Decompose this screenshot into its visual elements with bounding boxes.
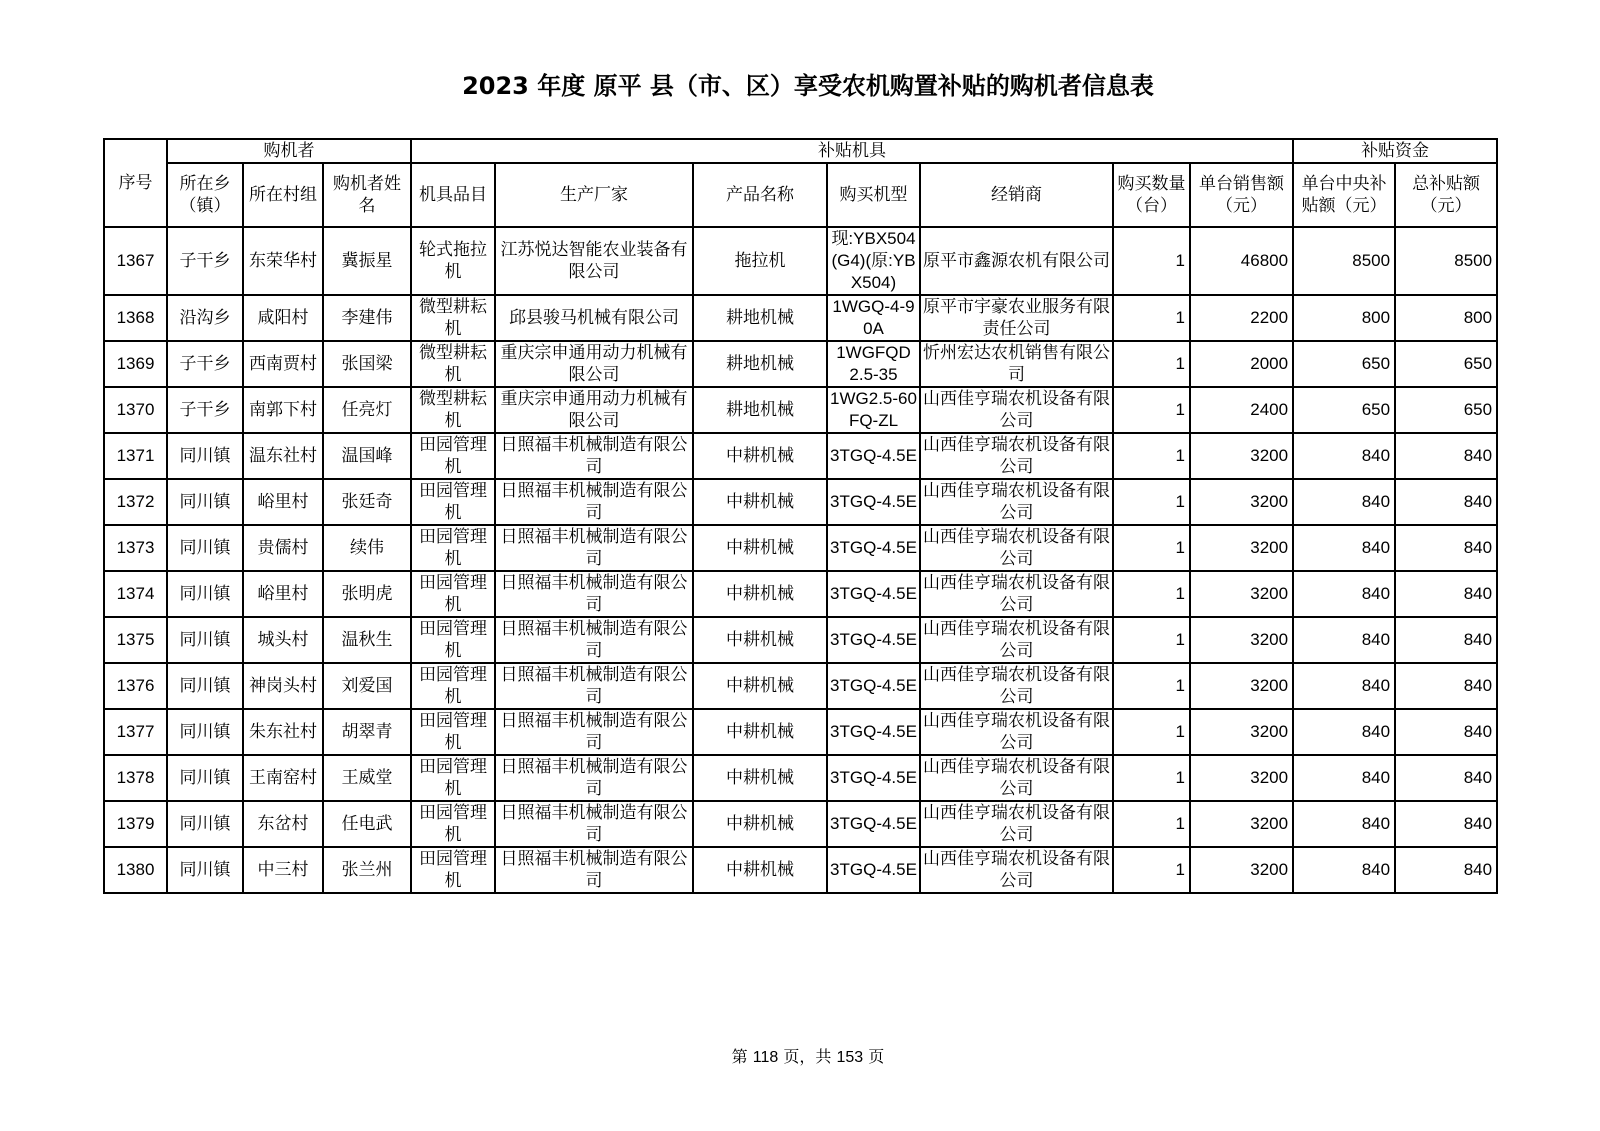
cell-product: 耕地机械 (693, 341, 827, 387)
table-row (104, 755, 1497, 801)
cell-seq: 1372 (104, 479, 167, 525)
cell-village: 温东社村 (243, 433, 323, 479)
cell-quantity: 1 (1113, 663, 1190, 709)
cell-dealer: 山西佳亨瑞农机设备有限公司 (920, 801, 1113, 847)
cell-model: 3TGQ-4.5E (827, 755, 920, 801)
cell-village: 东荣华村 (243, 227, 323, 295)
cell-quantity: 1 (1113, 617, 1190, 663)
cell-village: 中三村 (243, 847, 323, 893)
cell-unit-price: 3200 (1190, 847, 1293, 893)
cell-town: 子干乡 (167, 341, 243, 387)
cell-central-subsidy: 840 (1293, 617, 1395, 663)
cell-total-subsidy: 840 (1395, 571, 1497, 617)
cell-town: 同川镇 (167, 479, 243, 525)
cell-model: 1WG2.5-60FQ-ZL (827, 387, 920, 433)
cell-product: 中耕机械 (693, 709, 827, 755)
table-row (104, 433, 1497, 479)
header-central-subsidy: 单台中央补贴额（元） (1293, 163, 1395, 227)
cell-dealer: 山西佳亨瑞农机设备有限公司 (920, 663, 1113, 709)
cell-total-subsidy: 840 (1395, 709, 1497, 755)
table-body (104, 227, 1497, 893)
cell-buyer-name: 续伟 (323, 525, 411, 571)
cell-seq: 1371 (104, 433, 167, 479)
cell-village: 咸阳村 (243, 295, 323, 341)
cell-manufacturer: 日照福丰机械制造有限公司 (495, 847, 693, 893)
table-row (104, 847, 1497, 893)
cell-product: 中耕机械 (693, 801, 827, 847)
cell-total-subsidy: 800 (1395, 295, 1497, 341)
cell-town: 同川镇 (167, 801, 243, 847)
cell-category: 田园管理机 (411, 479, 495, 525)
cell-village: 东岔村 (243, 801, 323, 847)
cell-seq: 1375 (104, 617, 167, 663)
cell-buyer-name: 胡翠青 (323, 709, 411, 755)
header-village: 所在村组 (243, 163, 323, 227)
cell-buyer-name: 张明虎 (323, 571, 411, 617)
cell-quantity: 1 (1113, 341, 1190, 387)
cell-buyer-name: 王威堂 (323, 755, 411, 801)
cell-manufacturer: 日照福丰机械制造有限公司 (495, 617, 693, 663)
table-row (104, 801, 1497, 847)
cell-category: 田园管理机 (411, 847, 495, 893)
cell-model: 3TGQ-4.5E (827, 525, 920, 571)
page-label-prefix: 第 (731, 1047, 748, 1066)
cell-category: 田园管理机 (411, 525, 495, 571)
cell-dealer: 原平市鑫源农机有限公司 (920, 227, 1113, 295)
table-row (104, 571, 1497, 617)
header-model: 购买机型 (827, 163, 920, 227)
cell-dealer: 山西佳亨瑞农机设备有限公司 (920, 571, 1113, 617)
header-total-subsidy: 总补贴额（元） (1395, 163, 1497, 227)
cell-total-subsidy: 840 (1395, 479, 1497, 525)
cell-seq: 1377 (104, 709, 167, 755)
cell-total-subsidy: 840 (1395, 847, 1497, 893)
cell-central-subsidy: 840 (1293, 663, 1395, 709)
cell-buyer-name: 李建伟 (323, 295, 411, 341)
cell-model: 3TGQ-4.5E (827, 571, 920, 617)
cell-category: 田园管理机 (411, 709, 495, 755)
cell-manufacturer: 重庆宗申通用动力机械有限公司 (495, 341, 693, 387)
cell-category: 田园管理机 (411, 801, 495, 847)
cell-town: 同川镇 (167, 571, 243, 617)
cell-unit-price: 3200 (1190, 479, 1293, 525)
cell-buyer-name: 刘爱国 (323, 663, 411, 709)
cell-unit-price: 3200 (1190, 525, 1293, 571)
cell-quantity: 1 (1113, 433, 1190, 479)
cell-buyer-name: 冀振星 (323, 227, 411, 295)
cell-quantity: 1 (1113, 479, 1190, 525)
header-buyer-name: 购机者姓名 (323, 163, 411, 227)
cell-buyer-name: 张兰州 (323, 847, 411, 893)
table-row (104, 617, 1497, 663)
cell-central-subsidy: 650 (1293, 387, 1395, 433)
cell-buyer-name: 张廷奇 (323, 479, 411, 525)
cell-manufacturer: 日照福丰机械制造有限公司 (495, 801, 693, 847)
table-row (104, 663, 1497, 709)
cell-dealer: 山西佳亨瑞农机设备有限公司 (920, 709, 1113, 755)
cell-product: 中耕机械 (693, 433, 827, 479)
header-dealer: 经销商 (920, 163, 1113, 227)
cell-village: 朱东社村 (243, 709, 323, 755)
cell-village: 神岗头村 (243, 663, 323, 709)
page-title: 2023 年度 原平 县（市、区）享受农机购置补贴的购机者信息表 (462, 72, 1154, 100)
cell-total-subsidy: 8500 (1395, 227, 1497, 295)
cell-product: 耕地机械 (693, 295, 827, 341)
cell-quantity: 1 (1113, 525, 1190, 571)
cell-manufacturer: 日照福丰机械制造有限公司 (495, 709, 693, 755)
cell-town: 同川镇 (167, 755, 243, 801)
header-manufacturer: 生产厂家 (495, 163, 693, 227)
cell-town: 同川镇 (167, 709, 243, 755)
cell-model: 1WGQ-4-90A (827, 295, 920, 341)
total-page-number: 153 (836, 1049, 864, 1066)
cell-total-subsidy: 650 (1395, 341, 1497, 387)
cell-model: 现:YBX504(G4)(原:YBX504) (827, 227, 920, 295)
cell-town: 同川镇 (167, 663, 243, 709)
cell-quantity: 1 (1113, 387, 1190, 433)
cell-seq: 1380 (104, 847, 167, 893)
cell-category: 田园管理机 (411, 571, 495, 617)
cell-model: 3TGQ-4.5E (827, 663, 920, 709)
cell-unit-price: 3200 (1190, 709, 1293, 755)
cell-central-subsidy: 840 (1293, 571, 1395, 617)
cell-central-subsidy: 840 (1293, 525, 1395, 571)
cell-total-subsidy: 840 (1395, 801, 1497, 847)
cell-total-subsidy: 650 (1395, 387, 1497, 433)
cell-category: 田园管理机 (411, 755, 495, 801)
cell-seq: 1376 (104, 663, 167, 709)
cell-central-subsidy: 840 (1293, 755, 1395, 801)
cell-dealer: 山西佳亨瑞农机设备有限公司 (920, 525, 1113, 571)
table-row (104, 387, 1497, 433)
cell-dealer: 忻州宏达农机销售有限公司 (920, 341, 1113, 387)
cell-total-subsidy: 840 (1395, 433, 1497, 479)
table-row (104, 709, 1497, 755)
cell-buyer-name: 任电武 (323, 801, 411, 847)
cell-dealer: 山西佳亨瑞农机设备有限公司 (920, 755, 1113, 801)
cell-total-subsidy: 840 (1395, 663, 1497, 709)
cell-manufacturer: 日照福丰机械制造有限公司 (495, 755, 693, 801)
page-label-middle: 页，共 (783, 1047, 832, 1066)
cell-town: 子干乡 (167, 227, 243, 295)
cell-product: 中耕机械 (693, 479, 827, 525)
cell-town: 同川镇 (167, 525, 243, 571)
table-row (104, 227, 1497, 295)
cell-dealer: 原平市宇豪农业服务有限责任公司 (920, 295, 1113, 341)
page-label-suffix: 页 (868, 1047, 885, 1066)
cell-unit-price: 3200 (1190, 663, 1293, 709)
cell-quantity: 1 (1113, 295, 1190, 341)
cell-village: 峪里村 (243, 571, 323, 617)
cell-quantity: 1 (1113, 801, 1190, 847)
cell-model: 3TGQ-4.5E (827, 847, 920, 893)
table-header (104, 139, 1497, 227)
header-group-funds: 补贴资金 (1293, 139, 1497, 163)
cell-quantity: 1 (1113, 571, 1190, 617)
cell-seq: 1367 (104, 227, 167, 295)
cell-category: 微型耕耘机 (411, 387, 495, 433)
header-product: 产品名称 (693, 163, 827, 227)
subsidy-table (103, 138, 1498, 894)
cell-dealer: 山西佳亨瑞农机设备有限公司 (920, 617, 1113, 663)
cell-product: 拖拉机 (693, 227, 827, 295)
cell-category: 田园管理机 (411, 617, 495, 663)
cell-manufacturer: 江苏悦达智能农业装备有限公司 (495, 227, 693, 295)
cell-seq: 1370 (104, 387, 167, 433)
cell-model: 1WGFQD2.5-35 (827, 341, 920, 387)
current-page-number: 118 (752, 1049, 779, 1066)
cell-quantity: 1 (1113, 847, 1190, 893)
table-row (104, 479, 1497, 525)
cell-buyer-name: 张国梁 (323, 341, 411, 387)
cell-manufacturer: 日照福丰机械制造有限公司 (495, 525, 693, 571)
header-group-machine: 补贴机具 (411, 139, 1293, 163)
cell-model: 3TGQ-4.5E (827, 617, 920, 663)
cell-village: 城头村 (243, 617, 323, 663)
cell-buyer-name: 任亮灯 (323, 387, 411, 433)
cell-model: 3TGQ-4.5E (827, 479, 920, 525)
cell-seq: 1379 (104, 801, 167, 847)
cell-model: 3TGQ-4.5E (827, 433, 920, 479)
cell-product: 中耕机械 (693, 571, 827, 617)
cell-central-subsidy: 840 (1293, 801, 1395, 847)
header-quantity: 购买数量（台） (1113, 163, 1190, 227)
cell-town: 同川镇 (167, 433, 243, 479)
cell-dealer: 山西佳亨瑞农机设备有限公司 (920, 433, 1113, 479)
cell-village: 峪里村 (243, 479, 323, 525)
cell-quantity: 1 (1113, 709, 1190, 755)
cell-village: 贵儒村 (243, 525, 323, 571)
cell-manufacturer: 日照福丰机械制造有限公司 (495, 479, 693, 525)
cell-total-subsidy: 840 (1395, 617, 1497, 663)
cell-unit-price: 3200 (1190, 433, 1293, 479)
cell-dealer: 山西佳亨瑞农机设备有限公司 (920, 847, 1113, 893)
page-number-footer (0, 1044, 1600, 1067)
cell-unit-price: 2000 (1190, 341, 1293, 387)
cell-manufacturer: 日照福丰机械制造有限公司 (495, 663, 693, 709)
cell-category: 田园管理机 (411, 433, 495, 479)
cell-product: 中耕机械 (693, 525, 827, 571)
cell-central-subsidy: 840 (1293, 433, 1395, 479)
table-row (104, 295, 1497, 341)
cell-category: 微型耕耘机 (411, 295, 495, 341)
cell-central-subsidy: 650 (1293, 341, 1395, 387)
cell-dealer: 山西佳亨瑞农机设备有限公司 (920, 479, 1113, 525)
cell-product: 中耕机械 (693, 617, 827, 663)
cell-central-subsidy: 840 (1293, 479, 1395, 525)
header-town: 所在乡（镇） (167, 163, 243, 227)
cell-town: 子干乡 (167, 387, 243, 433)
cell-manufacturer: 日照福丰机械制造有限公司 (495, 433, 693, 479)
cell-central-subsidy: 800 (1293, 295, 1395, 341)
cell-model: 3TGQ-4.5E (827, 801, 920, 847)
table-row (104, 525, 1497, 571)
cell-seq: 1373 (104, 525, 167, 571)
cell-dealer: 山西佳亨瑞农机设备有限公司 (920, 387, 1113, 433)
cell-town: 同川镇 (167, 847, 243, 893)
cell-unit-price: 3200 (1190, 755, 1293, 801)
cell-unit-price: 2200 (1190, 295, 1293, 341)
cell-central-subsidy: 8500 (1293, 227, 1395, 295)
header-unit-price: 单台销售额（元） (1190, 163, 1293, 227)
cell-manufacturer: 重庆宗申通用动力机械有限公司 (495, 387, 693, 433)
cell-town: 沿沟乡 (167, 295, 243, 341)
cell-product: 耕地机械 (693, 387, 827, 433)
cell-seq: 1374 (104, 571, 167, 617)
cell-buyer-name: 温国峰 (323, 433, 411, 479)
header-seq: 序号 (104, 139, 167, 227)
cell-manufacturer: 邱县骏马机械有限公司 (495, 295, 693, 341)
cell-product: 中耕机械 (693, 755, 827, 801)
cell-quantity: 1 (1113, 227, 1190, 295)
cell-village: 王南窑村 (243, 755, 323, 801)
cell-unit-price: 3200 (1190, 617, 1293, 663)
cell-quantity: 1 (1113, 755, 1190, 801)
cell-total-subsidy: 840 (1395, 755, 1497, 801)
cell-product: 中耕机械 (693, 663, 827, 709)
cell-total-subsidy: 840 (1395, 525, 1497, 571)
cell-unit-price: 46800 (1190, 227, 1293, 295)
cell-buyer-name: 温秋生 (323, 617, 411, 663)
header-group-buyer: 购机者 (167, 139, 411, 163)
cell-category: 微型耕耘机 (411, 341, 495, 387)
cell-manufacturer: 日照福丰机械制造有限公司 (495, 571, 693, 617)
cell-central-subsidy: 840 (1293, 847, 1395, 893)
cell-seq: 1368 (104, 295, 167, 341)
cell-town: 同川镇 (167, 617, 243, 663)
table-row (104, 341, 1497, 387)
cell-category: 轮式拖拉机 (411, 227, 495, 295)
cell-product: 中耕机械 (693, 847, 827, 893)
header-category: 机具品目 (411, 163, 495, 227)
cell-village: 西南贾村 (243, 341, 323, 387)
cell-unit-price: 3200 (1190, 801, 1293, 847)
cell-seq: 1369 (104, 341, 167, 387)
cell-unit-price: 3200 (1190, 571, 1293, 617)
cell-seq: 1378 (104, 755, 167, 801)
cell-central-subsidy: 840 (1293, 709, 1395, 755)
cell-unit-price: 2400 (1190, 387, 1293, 433)
cell-model: 3TGQ-4.5E (827, 709, 920, 755)
cell-category: 田园管理机 (411, 663, 495, 709)
cell-village: 南郭下村 (243, 387, 323, 433)
